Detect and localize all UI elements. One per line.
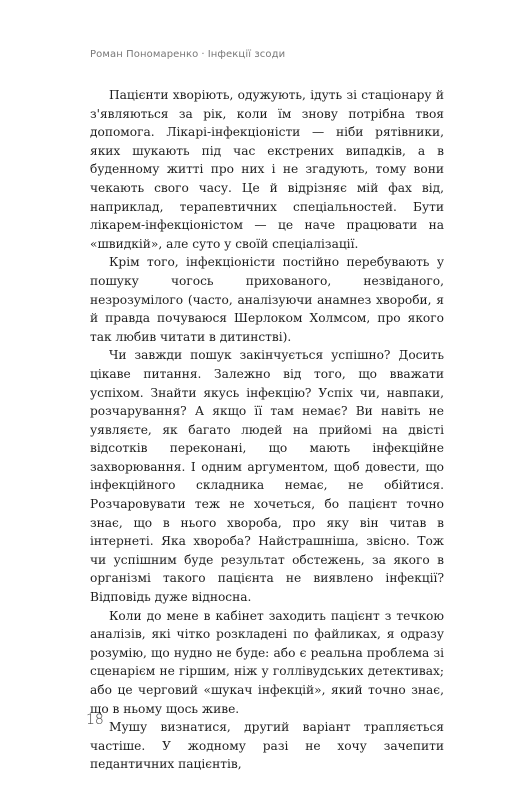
header-book-title: Інфекції зсоди — [207, 49, 286, 60]
page-number: 18 — [86, 712, 104, 728]
body-text — [90, 86, 444, 774]
header-author: Роман Пономаренко — [90, 49, 199, 60]
paragraph: Крім того, інфекціоністи постійно перебувають у пошуку чогось прихованого, незвіданого, незрозумілого (часто, аналізуючи анамнез хвороби, я й правда почуваюся Шерлоком Холмсом, про якого так любив читати в дитинстві). — [90, 255, 444, 344]
paragraph: Мушу визнатися, другий варіант трапляється частіше. У жодному разі не хочу зачепити педантичних пацієнтів, — [90, 720, 444, 772]
running-header — [90, 49, 285, 60]
paragraph: Чи завжди пошук закінчується успішно? Досить цікаве питання. Залежно від того, що вважати успіхом. Знайти якусь інфекцію? Успіх чи, навпаки, розчарування? А якщо її там немає? Ви навіть не уявляєте, як багато людей на прийомі на двісті відсотків переконані, що мають інфекційне захворювання. І одним аргументом, щоб довести, що інфекційного складника немає, не обійтися. Розчаровувати теж не хочеться, бо пацієнт точно знає, що в нього хвороба, про яку він читав в інтернеті. Яка хвороба? Найстрашніша, звісно. Тож чи успішним буде результат обстежень, за якого в організмі такого пацієнта не виявлено інфекції? Відповідь дуже відносна. — [90, 348, 444, 605]
header-separator: · — [201, 49, 205, 60]
paragraph: Коли до мене в кабінет заходить пацієнт з течкою аналізів, які чітко розкладені по файликах, я одразу розумію, що нудно не буде: або є реальна проблема зі сценарієм не гіршим, ніж у голлівудських детективах; або це черговий «шукач інфекцій», який точно знає, що в ньому щось живе. — [90, 608, 444, 716]
paragraph: Пацієнти хворіють, одужують, ідуть зі стаціонару й з'являються за рік, коли їм знову потрібна твоя допомога. Лікарі-інфекціоністи — ніби рятівники, яких шукають під час екстрених випадків, а в буденному житті про них і не згадують, тому вони чекають свого часу. Це й відрізняє мій фах від, наприклад, терапевтичних спеціальностей. Бути лікарем-інфекціоністом — це наче працювати на «швидкій», але суто у своїй спеціалізації. — [90, 88, 444, 251]
